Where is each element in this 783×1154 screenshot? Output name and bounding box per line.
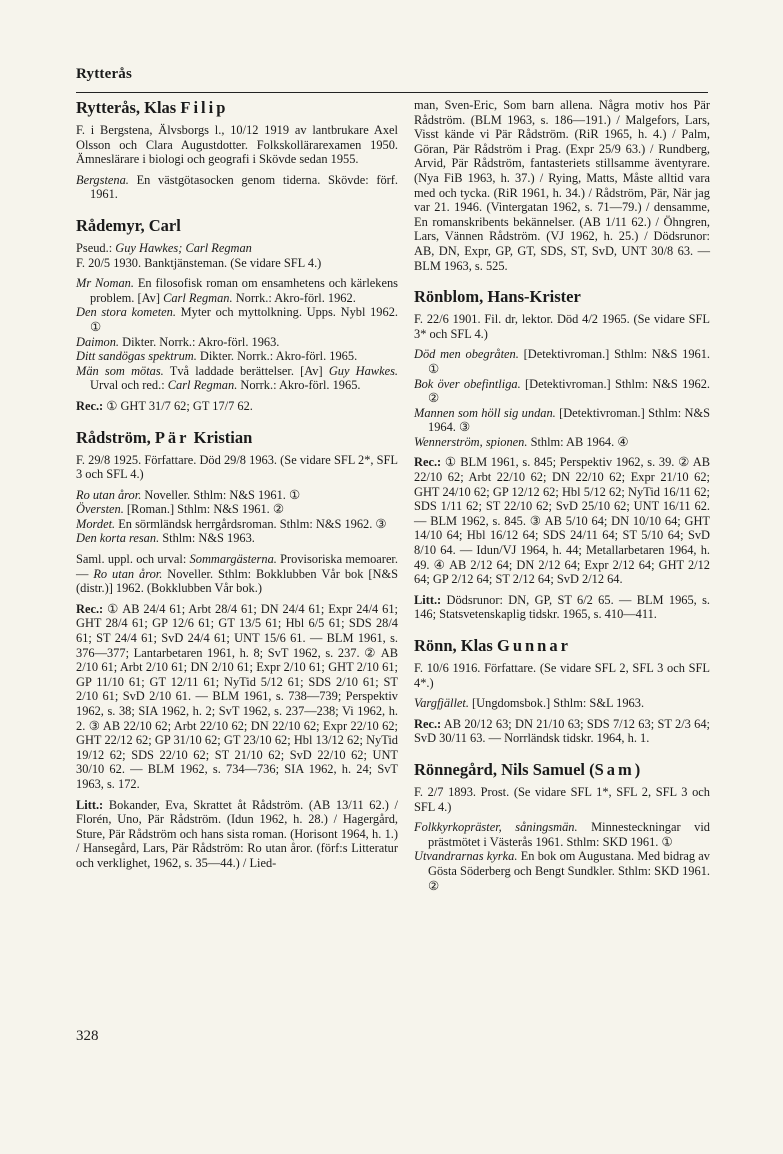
entry-ronn bbox=[414, 636, 710, 746]
entry-bio: F. 20/5 1930. Banktjänsteman. (Se vidare SFL 4.) bbox=[76, 255, 322, 270]
entry-radstrom bbox=[76, 428, 398, 871]
work-item: Bergstena. En västgötasocken genom tiderna. Skövde: förf. 1961. bbox=[76, 172, 398, 202]
entry-bio: F. i Bergstena, Älvsborgs l., 10/12 1919 av lantbrukare Axel Olsson och Clara Augustdotter. Folkskollärarexamen 1950. Ämneslärare i biologi och geografi i Skövde sedan 1955. bbox=[76, 123, 398, 167]
entry-bio: F. 22/6 1901. Fil. dr, lektor. Död 4/2 1965. (Se vidare SFL 3* och SFL 4.) bbox=[414, 312, 710, 341]
literature: Litt.: Bokander, Eva, Skrattet åt Rådström. (AB 13/11 62.) / Florén, Uno, Pär Rådström. (Idun 1962, h. 28.) / Hagergård, Sture, Pär Rådström och hans sista roman. (Horisont 1964, h. 1.) / Hansegård, Lars, Pär Rådström: Ro utan åror. (förf:s Litteratur och verklighet, 1962, s. 35—44.) / Lied- bbox=[76, 797, 398, 870]
work-item: Översten. [Roman.] Sthlm: N&S 1961. ② bbox=[76, 502, 284, 517]
work-list bbox=[414, 347, 710, 449]
entry-heading: Rådemyr, Carl bbox=[76, 215, 181, 235]
entry-heading: Rönn, Klas Gunnar bbox=[414, 636, 571, 655]
entry-rytteras bbox=[76, 98, 398, 202]
work-item: Mr Noman. En filosofisk roman om ensamhetens och kärlekens problem. [Av] Carl Regman. Norrk.: Akro-förl. 1962. bbox=[76, 276, 399, 305]
literature: Litt.: Dödsrunor: DN, GP, ST 6/2 65. — BLM 1965, s. 146; Statsvetenskaplig tidskr. 1965, s. 410—411. bbox=[414, 592, 710, 622]
work-item: Ro utan åror. Noveller. Sthlm: N&S 1961. ① bbox=[76, 487, 301, 502]
entry-rademyr bbox=[76, 216, 398, 414]
reviews: Rec.: ① GHT 31/7 62; GT 17/7 62. bbox=[76, 398, 253, 413]
work-item: Wennerström, spionen. Sthlm: AB 1964. ④ bbox=[414, 434, 629, 449]
work-list bbox=[414, 820, 710, 893]
work-item: Den korta resan. Sthlm: N&S 1963. bbox=[76, 531, 255, 546]
entry-heading: Rönblom, Hans-Krister bbox=[414, 287, 581, 307]
work-item: Utvandrarnas kyrka. En bok om Augustana. Med bidrag av Gösta Söderberg och Bengt Sundkler. Sthlm: SKD 1961. ② bbox=[414, 849, 710, 893]
work-item: Mordet. En sörmländsk herrgårdsroman. Sthlm: N&S 1962. ③ bbox=[76, 516, 387, 531]
work-item: Mannen som höll sig undan. [Detektivroman.] Sthlm: N&S 1964. ③ bbox=[414, 405, 710, 435]
entry-heading: Rådström, Pär Kristian bbox=[76, 427, 253, 447]
page-number: 328 bbox=[76, 1028, 99, 1044]
left-column bbox=[76, 98, 398, 885]
entry-bio: F. 29/8 1925. Författare. Död 29/8 1963. (Se vidare SFL 2*, SFL 3 och SFL 4.) bbox=[76, 452, 398, 482]
entry-ronblom bbox=[414, 287, 710, 622]
entry-heading: Rönnegård, Nils Samuel (Sam) bbox=[414, 759, 641, 779]
literature-continuation: man, Sven-Eric, Som barn allena. Några motiv hos Pär Rådström. (BLM 1963, s. 186—191.) / Malgefors, Lars, Visst kände vi Pär Rådström. (RiR 1965, h. 4.) / Palm, Göran, Pär Rådström i Prag. (Expr 25/9 63.) / Rundberg, Arvid, Pär Rådström, fantasteriets stillsamme äventyrare. (Nya FiB 1963, h. 37.) / Rying, Matts, Måste alltid vara med och tycka. (RiR 1961, h. 34.) / Rådström, Pär, När jag var 21. 1946. (Vintergatan 1962, s. 71—79.) / densamme, En romanskribents bekännelser. (AB 1/11 62.) / Öhngren, Lars, Vännen Rådström. (VJ 1962, h. 25.) / Dödsrunor: AB, DN, Expr, GP, GT, SDS, ST, SvD, UNT 30/8 63. — BLM 1963, s. 525. bbox=[414, 98, 710, 273]
collected-editions: Saml. uppl. och urval: Sommargästerna. Provisoriska memoarer. — Ro utan åror. Noveller. Sthlm: Bokklubben Vår bok [N&S (distr.)] 1962. (Bokklubben Vår bok.) bbox=[76, 552, 398, 596]
work-item: Daimon. Dikter. Norrk.: Akro-förl. 1963. bbox=[76, 334, 280, 349]
work-item: Bok över obefintliga. [Detektivroman.] Sthlm: N&S 1962. ② bbox=[414, 376, 710, 406]
reviews: Rec.: ① AB 24/4 61; Arbt 28/4 61; DN 24/4 61; Expr 24/4 61; GHT 28/4 61; GP 12/6 61; GT 13/5 61; Hbl 6/5 61; SDS 28/4 61; ST 24/4 61; SvD 24/4 61; UNT 15/6 61. — BLM 1961, s. 376—377; Lantarbetaren 1961, h. 8; SvT 1962, s. 237. ② AB 2/10 61; Arbt 2/10 61; DN 2/10 61; Expr 2/10 61; GHT 2/10 61; GP 11/10 61; GT 12/11 61; NyTid 5/12 61; SDS 2/10 61; ST 2/10 61; SvD 2/10 61. — BLM 1961, s. 738—739; Perspektiv 1962, s. 38; SIA 1962, h. 2; SvT 1962, s. 237—238; Vi 1962, h. 2. ③ AB 22/10 62; Arbt 22/10 62; DN 22/10 62; Expr 22/10 62; GHT 22/12 62; GP 31/10 62; GT 23/10 62; Hbl 13/12 62; NyTid 19/12 62; SDS 22/10 62; ST 21/10 62; SvD 22/10 62; UNT 30/10 62. — BLM 1962, s. 734—736; SIA 1962, h. 24; SvT 1963, s. 172. bbox=[76, 601, 398, 791]
entry-bio: F. 10/6 1916. Författare. (Se vidare SFL 2, SFL 3 och SFL 4*.) bbox=[414, 661, 710, 690]
right-column bbox=[414, 98, 710, 907]
work-item: Folkkyrkopräster, såningsmän. Minnesteckningar vid prästmötet i Västerås 1961. Sthlm: SKD 1961. ① bbox=[414, 820, 710, 849]
reviews: Rec.: AB 20/12 63; DN 21/10 63; SDS 7/12 63; ST 2/3 64; SvD 30/11 63. — Norrländsk tidskr. 1964, h. 1. bbox=[414, 716, 710, 746]
work-item: Män som mötas. Två laddade berättelser. [Av] Guy Hawkes. Urval och red.: Carl Regman. Norrk.: Akro-förl. 1965. bbox=[76, 363, 398, 393]
pseudonym-line: Pseud.: Guy Hawkes; Carl Regman bbox=[76, 240, 252, 255]
work-item: Vargfjället. [Ungdomsbok.] Sthlm: S&L 1963. bbox=[414, 696, 645, 711]
work-list bbox=[76, 276, 398, 393]
running-head: Rytterås bbox=[76, 66, 133, 82]
reviews: Rec.: ① BLM 1961, s. 845; Perspektiv 1962, s. 39. ② AB 22/10 62; Arbt 22/10 62; DN 22/10 62; Expr 21/10 62; GHT 24/10 62; GP 12/12 62; Hbl 5/12 62; NyTid 16/11 62; SDS 1/11 62; ST 22/10 62; SvD 25/10 62; UNT 16/11 62. — BLM 1962, s. 845. ③ AB 5/10 64; DN 10/10 64; GHT 14/10 64; Hbl 16/12 64; SDS 24/11 64; ST 5/10 64; SvD 8/10 64. — Idun/VJ 1964, h. 44; Metallarbetaren 1964, h. 49. ④ AB 2/12 64; DN 2/12 64; Expr 2/12 64; GHT 2/12 64; GP 2/12 64; ST 2/12 64; SvD 2/12 64. bbox=[414, 455, 710, 587]
entry-ronnegard bbox=[414, 760, 710, 893]
work-item: Ditt sandögas spektrum. Dikter. Norrk.: Akro-förl. 1965. bbox=[76, 349, 358, 364]
header-rule bbox=[76, 92, 708, 93]
entry-heading: Rytterås, Klas Filip bbox=[76, 98, 229, 117]
work-list bbox=[76, 488, 398, 546]
work-item: Död men obegråten. [Detektivroman.] Sthlm: N&S 1961. ① bbox=[414, 347, 711, 376]
entry-bio: F. 2/7 1893. Prost. (Se vidare SFL 1*, SFL 2, SFL 3 och SFL 4.) bbox=[414, 784, 710, 814]
work-item: Den stora kometen. Myter och myttolkning. Upps. Nybl 1962. ① bbox=[76, 305, 398, 334]
